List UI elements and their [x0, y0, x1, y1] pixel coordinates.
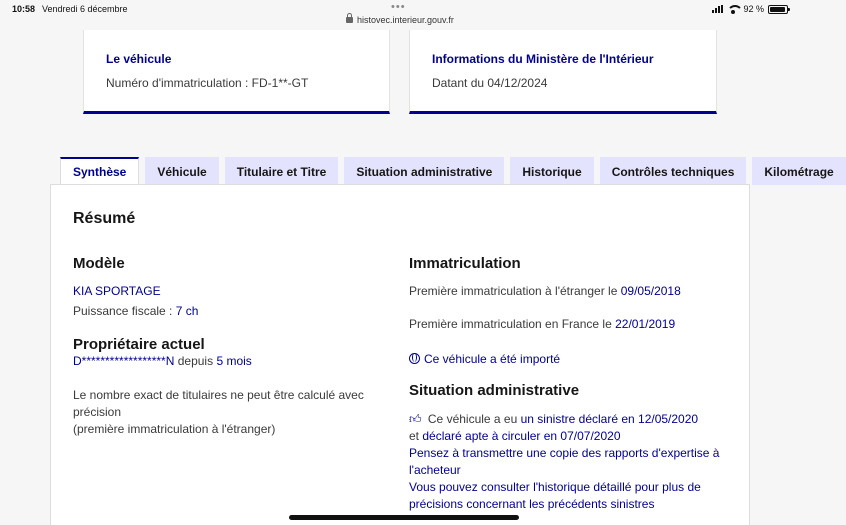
registration-number: Numéro d'immatriculation : FD-1**-GT [106, 76, 309, 90]
wifi-icon [727, 5, 739, 14]
owner-count-note: Le nombre exact de titulaires ne peut être calculé avec précision [73, 388, 364, 419]
model-name: KIA SPORTAGE [73, 284, 161, 298]
thumbs-up-icon: 👍︎ [409, 412, 422, 426]
owner-since-label: depuis [177, 354, 214, 368]
power-label: Puissance fiscale : [73, 304, 173, 318]
owner-name: D******************N [73, 354, 175, 368]
tab-synthese[interactable]: Synthèse [60, 157, 139, 185]
battery-percentage: 92 % [743, 4, 764, 14]
browser-menu-dots[interactable]: ••• [391, 1, 406, 13]
globe-icon [409, 353, 420, 364]
url-text: histovec.interieur.gouv.fr [357, 15, 454, 25]
registration-heading: Immatriculation [409, 255, 521, 272]
home-indicator[interactable] [289, 515, 519, 520]
status-indicators [712, 4, 788, 14]
admin-prefix: Ce véhicule a eu [427, 412, 518, 426]
lock-icon [346, 17, 353, 23]
expert-report-advice: Pensez à transmettre une copie des rapports d'expertise à l'acheteur [409, 446, 720, 477]
report-tabs [60, 157, 834, 185]
summary-right-column [409, 255, 739, 513]
foreign-registration-date: 09/05/2018 [620, 284, 681, 298]
cellular-signal-icon [712, 5, 723, 13]
tab-vehicule[interactable]: Véhicule [145, 157, 218, 185]
fit-to-drive-link[interactable]: déclaré apte à circuler en 07/07/2020 [422, 429, 621, 443]
tab-titulaire-titre[interactable]: Titulaire et Titre [225, 157, 339, 185]
tab-situation-administrative[interactable]: Situation administrative [344, 157, 504, 185]
tab-controles-techniques[interactable]: Contrôles techniques [600, 157, 747, 185]
tab-kilometrage[interactable]: Kilométrage [752, 157, 845, 185]
model-heading: Modèle [73, 255, 125, 272]
owner-since-value: 5 mois [216, 354, 252, 368]
synthese-panel [50, 184, 750, 525]
owner-count-reason: (première immatriculation à l'étranger) [73, 422, 276, 436]
owner-heading: Propriétaire actuel [73, 336, 205, 353]
data-date: Datant du 04/12/2024 [432, 76, 548, 90]
admin-situation-heading: Situation administrative [409, 382, 580, 399]
france-registration-date: 22/01/2019 [615, 317, 676, 331]
foreign-registration-label: Première immatriculation à l'étranger le [409, 284, 618, 298]
tab-historique[interactable]: Historique [510, 157, 593, 185]
status-time: 10:58 [12, 4, 36, 14]
ios-status-bar [0, 0, 800, 30]
imported-vehicle-link[interactable] [409, 351, 739, 368]
history-advice: Vous pouvez consulter l'historique détaillé pour plus de précisions concernant les précédents sinistres [409, 480, 701, 511]
address-bar[interactable] [346, 15, 454, 25]
power-value: 7 ch [175, 304, 199, 318]
admin-and: et [409, 429, 420, 443]
status-date: Vendredi 6 décembre [42, 4, 128, 14]
ministry-card [409, 30, 717, 114]
battery-icon [768, 5, 788, 14]
vehicle-card [83, 30, 390, 114]
summary-title: Résumé [73, 210, 136, 227]
accident-link[interactable]: un sinistre déclaré en 12/05/2020 [520, 412, 699, 426]
imported-vehicle-text: Ce véhicule a été importé [424, 352, 561, 366]
france-registration-label: Première immatriculation en France le [409, 317, 612, 331]
vehicle-card-title: Le véhicule [106, 52, 172, 66]
ministry-card-title: Informations du Ministère de l'Intérieur [432, 52, 654, 66]
summary-left-column [73, 255, 383, 438]
